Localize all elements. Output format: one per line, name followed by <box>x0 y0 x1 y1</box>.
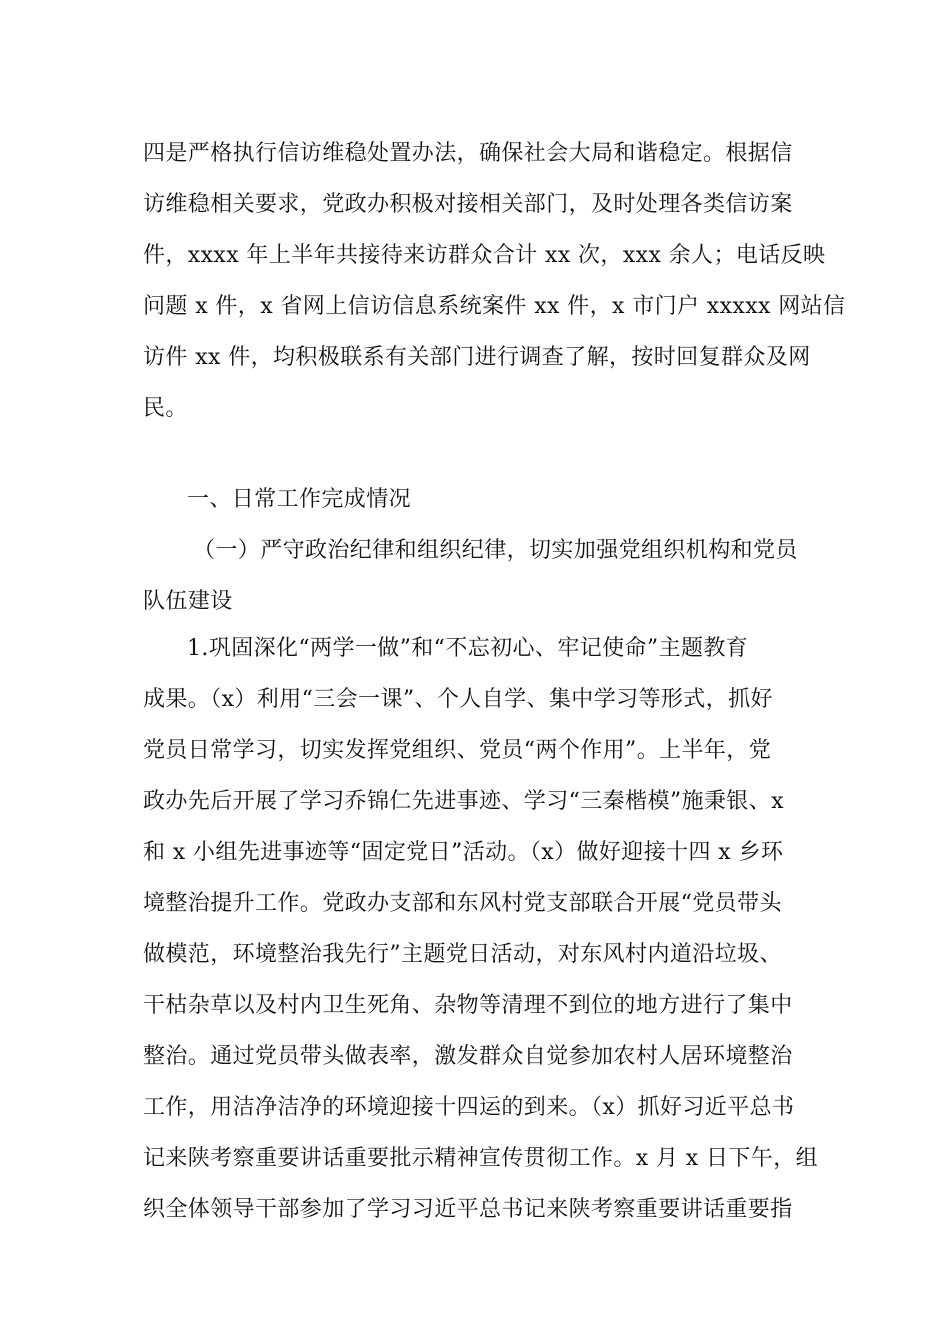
text-line: 问题 x 件，x 省网上信访信息系统案件 xx 件，x 市门户 xxxxx 网站信 <box>143 294 846 319</box>
text-line: 织全体领导干部参加了学习习近平总书记来陕考察重要讲话重要指 <box>143 1197 793 1222</box>
subheading-line: （一）严守政治纪律和组织纪律，切实加强党组织机构和党员 <box>193 538 798 563</box>
section-heading-block <box>143 474 813 525</box>
text-line: 记来陕考察重要讲话重要批示精神宣传贯彻工作。x 月 x 日下午，组 <box>143 1146 818 1171</box>
paragraph-theme-education <box>143 623 818 1235</box>
text-line: 访件 xx 件，均积极联系有关部门进行调查了解，按时回复群众及网 <box>143 345 811 370</box>
text-line: 党员日常学习，切实发挥党组织、党员“两个作用”。上半年，党 <box>143 738 772 763</box>
text-line: 件，xxxx 年上半年共接待来访群众合计 xx 次，xxx 余人；电话反映 <box>143 243 826 268</box>
text-line: 访维稳相关要求，党政办积极对接相关部门，及时处理各类信访案 <box>143 192 793 217</box>
text-line: 政办先后开展了学习乔锦仁先进事迹、学习“三秦楷模”施秉银、x <box>143 789 784 814</box>
text-line: 境整治提升工作。党政办支部和东风村党支部联合开展“党员带头 <box>143 891 782 916</box>
text-line: 整治。通过党员带头做表率，激发群众自觉参加农村人居环境整治 <box>143 1044 793 1069</box>
text-line: 工作，用洁净洁净的环境迎接十四运的到来。（x）抓好习近平总书 <box>143 1095 795 1120</box>
text-line: 和 x 小组先进事迹等“固定党日”活动。（x）做好迎接十四 x 乡环 <box>143 840 784 865</box>
text-line: 做模范，环境整治我先行”主题党日活动，对东风村内道沿垃圾、 <box>143 942 782 967</box>
subheading-block <box>143 525 813 627</box>
text-line: 四是严格执行信访维稳处置办法，确保社会大局和谐稳定。根据信 <box>143 141 793 166</box>
text-line: 干枯杂草以及村内卫生死角、杂物等清理不到位的地方进行了集中 <box>143 993 793 1018</box>
text-line: 成果。（x）利用“三会一课”、个人自学、集中学习等形式，抓好 <box>143 687 773 712</box>
text-line: 1.巩固深化“两学一做”和“不忘初心、牢记使命”主题教育 <box>187 636 749 661</box>
section-heading: 一、日常工作完成情况 <box>187 487 412 512</box>
paragraph-petition-stability <box>143 128 846 434</box>
subheading-line: 队伍建设 <box>143 589 233 614</box>
text-line: 民。 <box>143 396 188 421</box>
